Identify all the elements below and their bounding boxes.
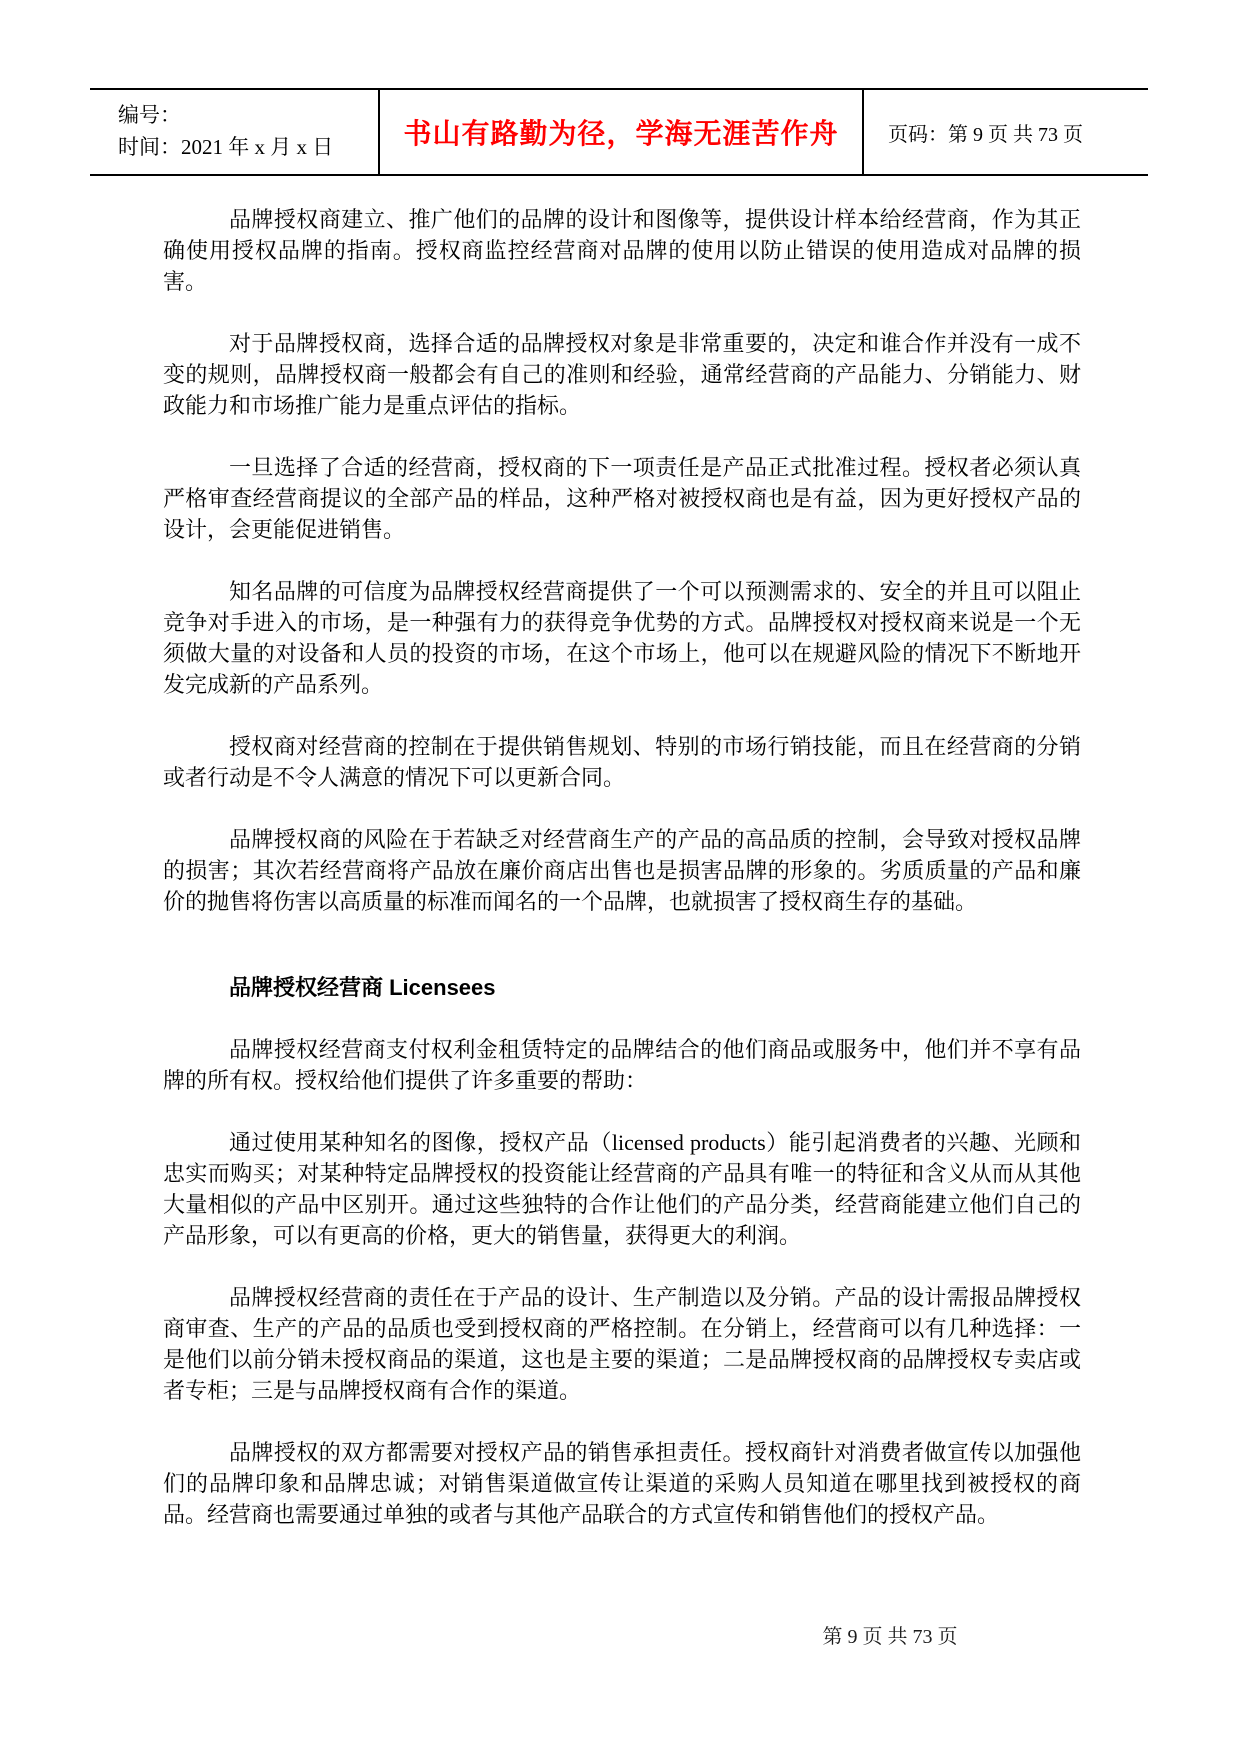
- page-number-label: 页码：第 9 页 共 73 页: [888, 123, 1083, 146]
- doc-date-label: 时间：2021 年 x 月 x 日: [118, 135, 334, 159]
- paragraph-1: 品牌授权商建立、推广他们的品牌的设计和图像等，提供设计样本给经营商，作为其正确使用授权品牌的指南。授权商监控经营商对品牌的使用以防止错误的使用造成对品牌的损害。: [163, 207, 1081, 294]
- document-body: [163, 204, 1081, 1561]
- header-page-cell: [864, 90, 1148, 174]
- paragraph-9: 品牌授权经营商的责任在于产品的设计、生产制造以及分销。产品的设计需报品牌授权商审查、生产的产品的品质也受到授权商的严格控制。在分销上，经营商可以有几种选择：一是他们以前分销未授权商品的渠道，这也是主要的渠道；二是品牌授权商的品牌授权专卖店或者专柜；三是与品牌授权商有合作的渠道。: [163, 1285, 1081, 1403]
- paragraph-6: 品牌授权商的风险在于若缺乏对经营商生产的产品的高品质的控制，会导致对授权品牌的损害；其次若经营商将产品放在廉价商店出售也是损害品牌的形象的。劣质质量的产品和廉价的抛售将伤害以高质量的标准而闻名的一个品牌，也就损害了授权商生存的基础。: [163, 827, 1081, 914]
- paragraph-5: 授权商对经营商的控制在于提供销售规划、特别的市场行销技能，而且在经营商的分销或者行动是不令人满意的情况下可以更新合同。: [163, 734, 1081, 790]
- paragraph-8: 通过使用某种知名的图像，授权产品（licensed products）能引起消费者的兴趣、光顾和忠实而购买；对某种特定品牌授权的投资能让经营商的产品具有唯一的特征和含义从而从其他大量相似的产品中区别开。通过这些独特的合作让他们的产品分类，经营商能建立他们自己的产品形象，可以有更高的价格，更大的销售量，获得更大的利润。: [163, 1130, 1081, 1248]
- doc-number-label: 编号：: [118, 103, 181, 127]
- paragraph-3: 一旦选择了合适的经营商，授权商的下一项责任是产品正式批准过程。授权者必须认真严格审查经营商提议的全部产品的样品，这种严格对被授权商也是有益，因为更好授权产品的设计，会更能促进销售。: [163, 455, 1081, 542]
- header-motto-cell: [378, 90, 864, 174]
- page-footer: [740, 1620, 1040, 1649]
- header-left-cell: [90, 90, 378, 174]
- header-table: [90, 88, 1148, 176]
- paragraph-4: 知名品牌的可信度为品牌授权经营商提供了一个可以预测需求的、安全的并且可以阻止竞争对手进入的市场，是一种强有力的获得竞争优势的方式。品牌授权对授权商来说是一个无须做大量的对设备和人员的投资的市场，在这个市场上，他可以在规避风险的情况下不断地开发完成新的产品系列。: [163, 579, 1081, 697]
- paragraph-2: 对于品牌授权商，选择合适的品牌授权对象是非常重要的，决定和谁合作并没有一成不变的规则，品牌授权商一般都会有自己的准则和经验，通常经营商的产品能力、分销能力、财政能力和市场推广能力是重点评估的指标。: [163, 331, 1081, 418]
- motto-text: 书山有路勤为径，学海无涯苦作舟: [403, 119, 839, 150]
- footer-page-info: 第 9 页 共 73 页: [822, 1626, 958, 1648]
- section-heading: 品牌授权经营商 Licensees: [229, 975, 496, 1000]
- paragraph-7: 品牌授权经营商支付权利金租赁特定的品牌结合的他们商品或服务中，他们并不享有品牌的所有权。授权给他们提供了许多重要的帮助：: [163, 1037, 1081, 1093]
- paragraph-10: 品牌授权的双方都需要对授权产品的销售承担责任。授权商针对消费者做宣传以加强他们的品牌印象和品牌忠诚；对销售渠道做宣传让渠道的采购人员知道在哪里找到被授权的商品。经营商也需要通过单独的或者与其他产品联合的方式宣传和销售他们的授权产品。: [163, 1440, 1081, 1527]
